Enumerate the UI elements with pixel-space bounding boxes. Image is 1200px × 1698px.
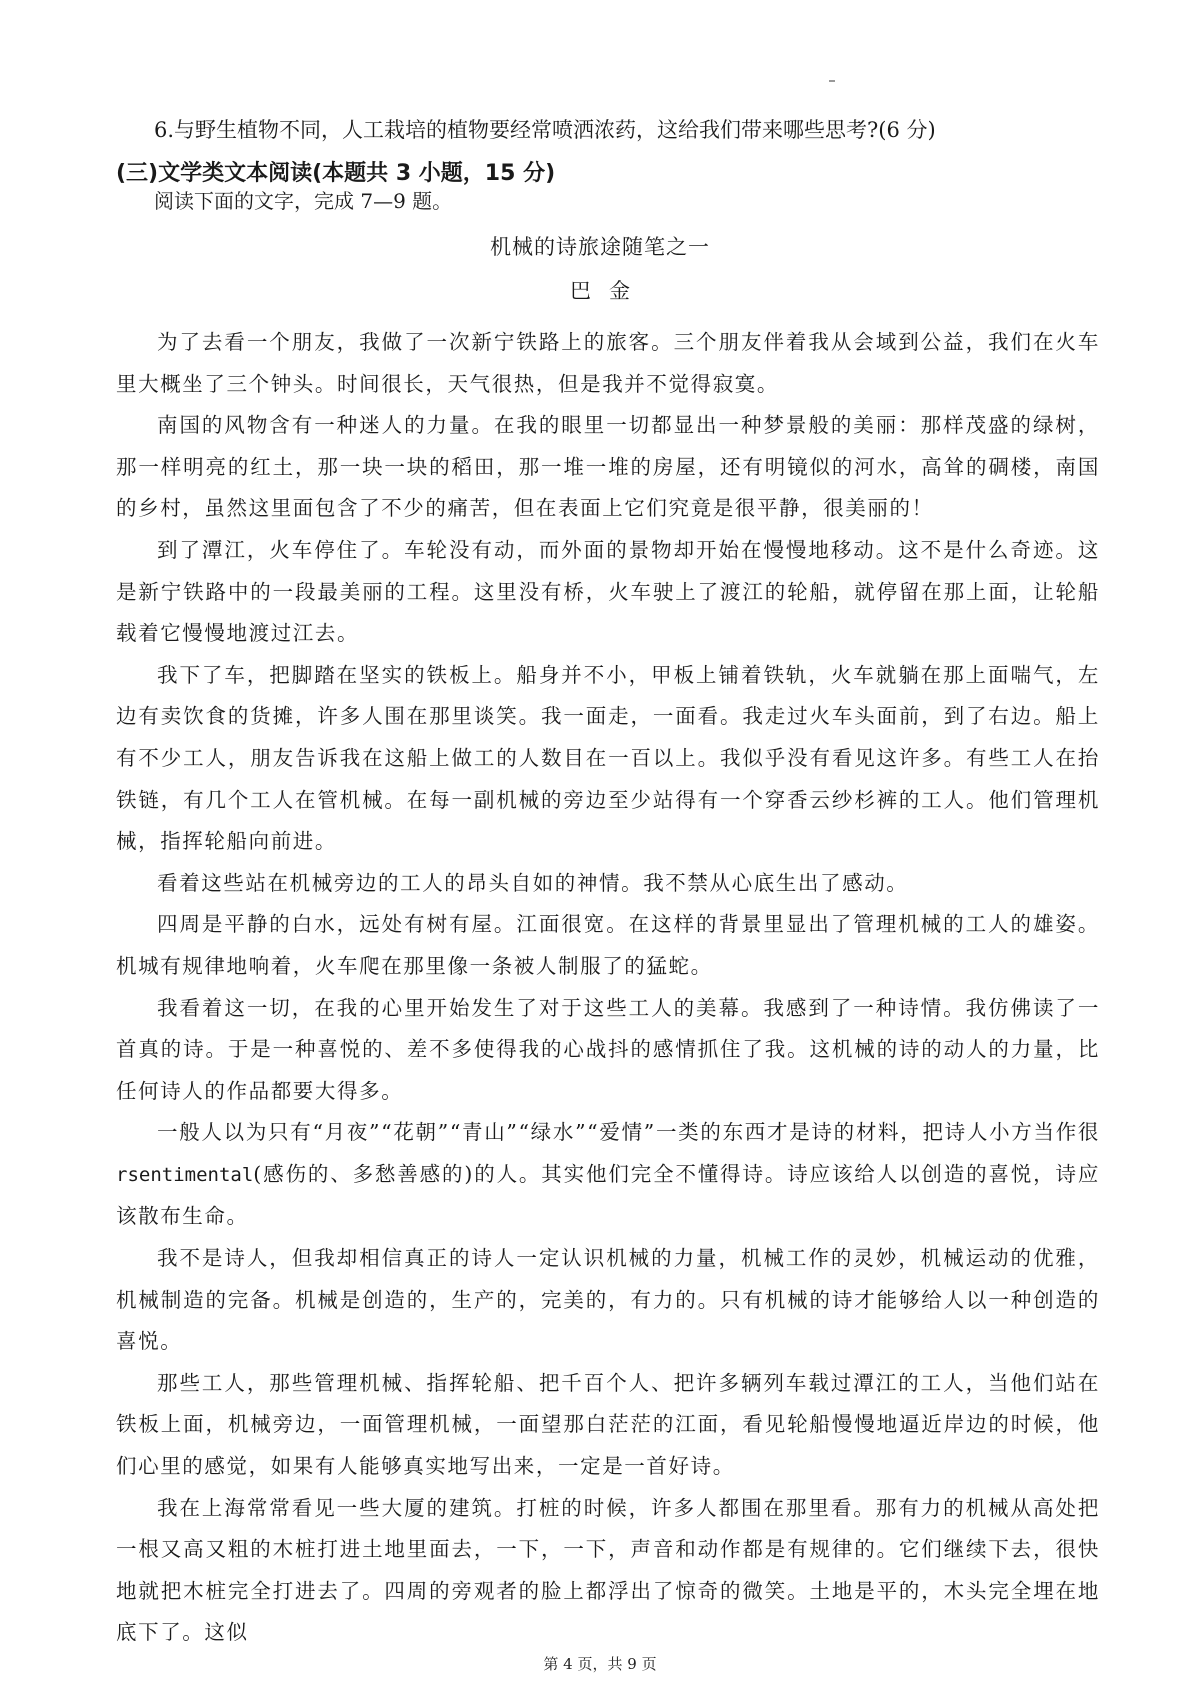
paragraph: 到了潭江，火车停住了。车轮没有动，而外面的景物却开始在慢慢地移动。这不是什么奇迹。这是新宁铁路中的一段最美丽的工程。这里没有桥，火车驶上了渡江的轮船，就停留在那上面，让轮船载着它慢慢地渡过江去。	[116, 537, 1100, 646]
scan-mark	[829, 80, 835, 82]
paragraph: 我在上海常常看见一些大厦的建筑。打桩的时候，许多人都围在那里看。那有力的机械从高处把一根又高又粗的木桩打进土地里面去，一下，一下，声音和动作都是有规律的。它们继续下去，很快地就把木桩完全打进去了。四周的旁观者的脸上都浮出了惊奇的微笑。土地是平的，木头完全埋在地底下了。这似	[116, 1495, 1100, 1645]
section-instruction: 阅读下面的文字，完成 7—9 题。	[154, 189, 453, 213]
paragraph: 我下了车，把脚踏在坚实的铁板上。船身并不小，甲板上铺着铁轨，火车就躺在那上面喘气，左边有卖饮食的货摊，许多人围在那里谈笑。我一面走，一面看。我走过火车头面前，到了右边。船上有不少工人，朋友告诉我在这船上做工的人数目在一百以上。我似乎没有看见这许多。有些工人在抬铁链，有几个工人在管机械。在每一副机械的旁边至少站得有一个穿香云纱杉裤的工人。他们管理机械，指挥轮船向前进。	[116, 662, 1100, 854]
paragraph: 我不是诗人，但我却相信真正的诗人一定认识机械的力量，机械工作的灵妙，机械运动的优雅，机械制造的完备。机械是创造的，生产的，完美的，有力的。只有机械的诗才能够给人以一种创造的喜悦。	[116, 1246, 1100, 1354]
foreign-word: rsentimental	[116, 1163, 254, 1186]
paragraph: 看着这些站在机械旁边的工人的昂头自如的神情。我不禁从心底生出了感动。	[157, 870, 909, 895]
paragraph: 我看着这一切，在我的心里开始发生了对于这些工人的美幕。我感到了一种诗情。我仿佛读了一首真的诗。于是一种喜悦的、差不多使得我的心战抖的感情抓住了我。这机械的诗的动人的力量，比任何诗人的作品都要大得多。	[116, 995, 1100, 1103]
question-6: 6.与野生植物不同，人工栽培的植物要经常喷洒浓药，这给我们带来哪些思考?(6 分)	[154, 118, 936, 142]
paragraph	[116, 1112, 1100, 1238]
paragraph: 四周是平静的白水，远处有树有屋。江面很宽。在这样的背景里显出了管理机械的工人的雄姿。机城有规律地响着，火车爬在那里像一条被人制服了的猛蛇。	[116, 912, 1100, 978]
article-body	[116, 322, 1100, 1654]
paragraph-text: 一般人以为只有“月夜”“花朝”“青山”“绿水”“爱情”一类的东西才是诗的材料，把诗人小方当作很	[157, 1120, 1100, 1145]
paragraph: 为了去看一个朋友，我做了一次新宁铁路上的旅客。三个朋友伴着我从会域到公益，我们在火车里大概坐了三个钟头。时间很长，天气很热，但是我并不觉得寂寞。	[116, 330, 1100, 396]
paragraph: 那些工人，那些管理机械、指挥轮船、把千百个人、把许多辆列车载过潭江的工人，当他们站在铁板上面，机械旁边，一面管理机械，一面望那白茫茫的江面，看见轮船慢慢地逼近岸边的时候，他们心里的感觉，如果有人能够真实地写出来，一定是一首好诗。	[116, 1370, 1100, 1479]
article-author: 巴金	[570, 279, 648, 303]
paragraph-text: (感伤的、多愁善感的)的人。其实他们完全不懂得诗。诗应该给人以创造的喜悦，诗应该散布生命。	[116, 1161, 1100, 1229]
page-number: 第 4 页，共 9 页	[543, 1655, 657, 1673]
paragraph: 南国的风物含有一种迷人的力量。在我的眼里一切都显出一种梦景般的美丽：那样茂盛的绿树，那一样明亮的红土，那一块一块的稻田，那一堆一堆的房屋，还有明镜似的河水，高耸的碉楼，南国的乡村，虽然这里面包含了不少的痛苦，但在表面上它们究竟是很平静，很美丽的！	[116, 413, 1100, 521]
article-title: 机械的诗旅途随笔之一	[490, 235, 710, 259]
section-heading: (三)文学类文本阅读(本题共 3 小题，15 分)	[116, 161, 556, 186]
